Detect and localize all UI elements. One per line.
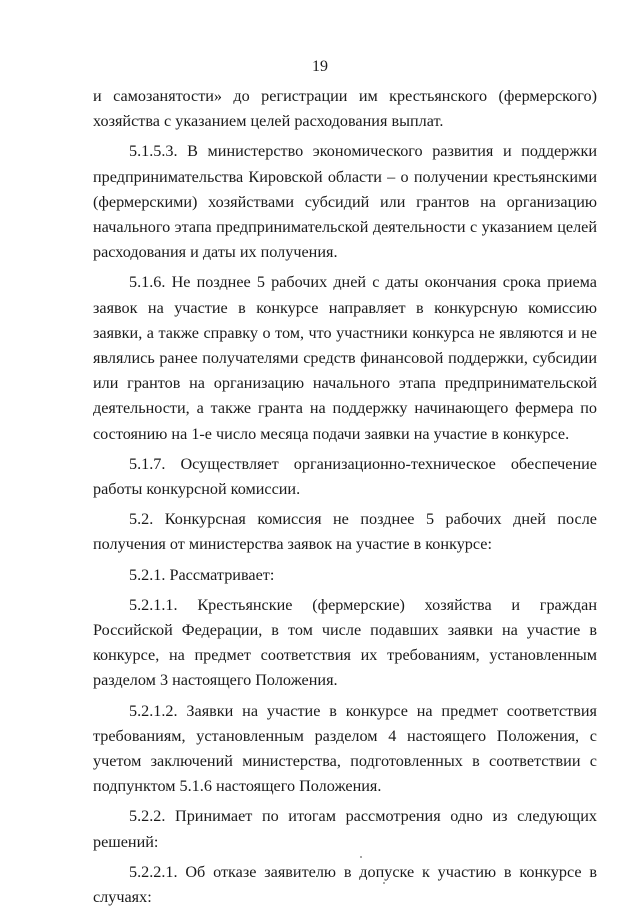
page-number: 19 (312, 58, 328, 75)
paragraph-5-2-1-2: 5.2.1.2. Заявки на участие в конкурсе на предмет соответствия требованиям, установленным разделом 4 настоящего Положения, с учетом заключений министерства, подготовленных в соответствии с подпунктом 5.1.6 настоящего Положения. (93, 701, 597, 796)
paragraph-5-2-1: 5.2.1. Рассматривает: (129, 565, 275, 584)
scan-speck (383, 882, 385, 884)
body-text (93, 84, 597, 915)
paragraph-5-2-2-1: 5.2.2.1. Об отказе заявителю в допуске к участию в конкурсе в случаях: (93, 862, 597, 907)
paragraph-5-1-5-3: 5.1.5.3. В министерство экономического развития и поддержки предпринимательства Кировской области – о получении крестьянскими (фермерскими) хозяйствами субсидий или грантов на организацию начального этапа предпринимательской деятельности с указанием целей расходования и даты их получения. (93, 142, 597, 262)
paragraph-continuation: и самозанятости» до регистрации им крестьянского (фермерского) хозяйства с указанием целей расходования выплат. (93, 87, 597, 131)
paragraph-5-2-1-1: 5.2.1.1. Крестьянские (фермерские) хозяйства и граждан Российской Федерации, в том числе подавших заявки на участие в конкурсе, на предмет соответствия их требованиям, установленным разделом 3 настоящего Положения. (93, 595, 597, 690)
paragraph-5-1-7: 5.1.7. Осуществляет организационно-техническое обеспечение работы конкурсной комиссии. (93, 454, 597, 499)
paragraph-5-2-2: 5.2.2. Принимает по итогам рассмотрения одно из следующих решений: (93, 807, 597, 851)
paragraph-5-2: 5.2. Конкурсная комиссия не позднее 5 рабочих дней после получения от министерства заявок на участие в конкурсе: (93, 510, 597, 554)
scan-speck (360, 856, 362, 858)
paragraph-5-1-6: 5.1.6. Не позднее 5 рабочих дней с даты окончания срока приема заявок на участие в конкурсе направляет в конкурсную комиссию заявки, а также справку о том, что участники конкурса не являются и не являлись ранее получателями средств финансовой поддержки, субсидии или грантов на организацию начального этапа предпринимательской деятельности, а также гранта на поддержку начинающего фермера по состоянию на 1-е число месяца подачи заявки на участие в конкурсе. (93, 273, 597, 443)
